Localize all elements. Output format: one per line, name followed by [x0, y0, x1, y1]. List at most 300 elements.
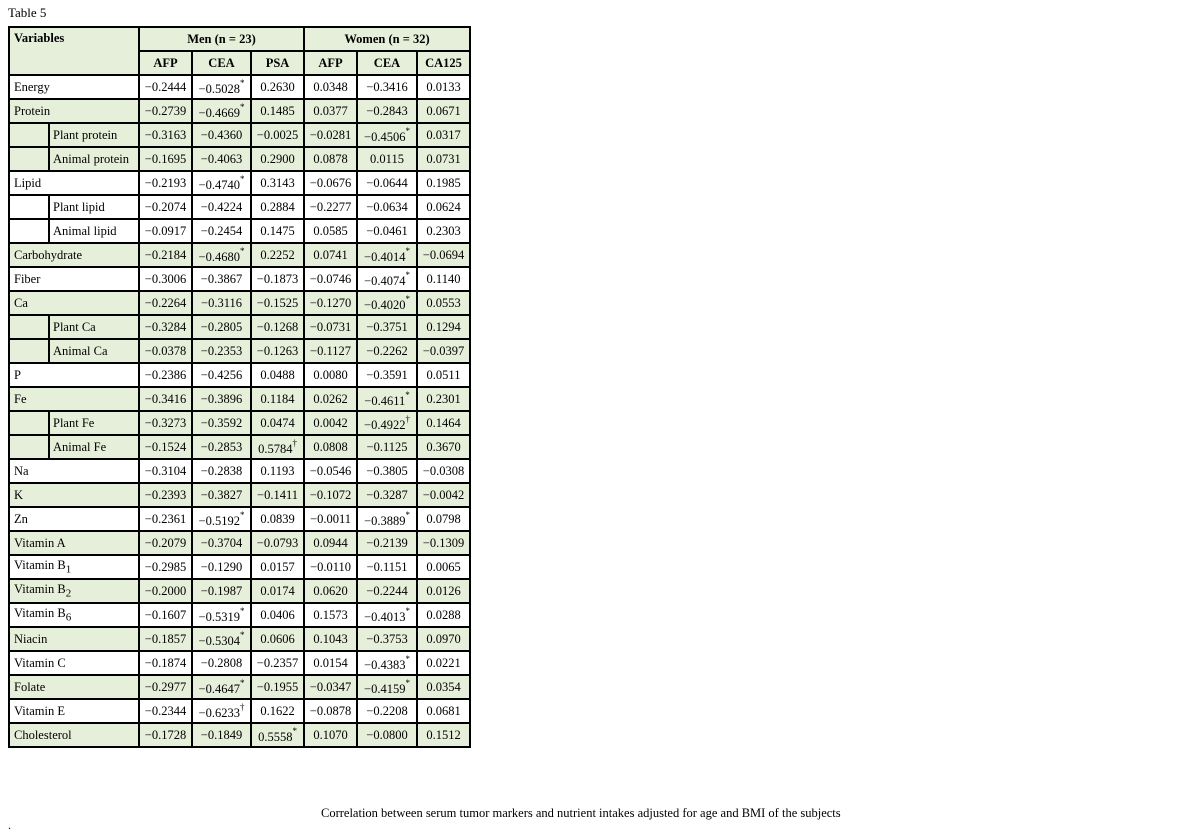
- value-cell: [417, 627, 470, 651]
- value-text: 0.3670: [426, 439, 461, 454]
- value-text: −0.1857: [144, 631, 187, 646]
- label-subscript: 6: [65, 611, 72, 624]
- value-cell: [417, 75, 470, 99]
- significance-mark: *: [239, 629, 245, 640]
- value-cell: [357, 99, 417, 123]
- value-text: −0.2262: [366, 343, 408, 358]
- value-cell: [304, 243, 357, 267]
- table-row: [9, 459, 470, 483]
- value-text: 0.0878: [313, 151, 348, 166]
- value-text: −0.3273: [144, 415, 187, 430]
- table-row: [9, 387, 470, 411]
- significance-mark: *: [405, 389, 410, 400]
- value-text: 0.1184: [260, 391, 295, 406]
- table-row: [9, 147, 470, 171]
- value-cell: [417, 699, 470, 723]
- value-text: −0.4159: [364, 681, 406, 696]
- value-text: 0.0511: [426, 367, 461, 382]
- row-label: [9, 267, 139, 291]
- value-text: −0.2454: [200, 223, 243, 238]
- value-cell: [304, 651, 357, 675]
- row-label: [9, 555, 139, 579]
- value-cell: [139, 363, 192, 387]
- value-text: −0.3751: [366, 319, 408, 334]
- value-cell: [357, 675, 417, 699]
- value-text: 0.2630: [260, 79, 295, 94]
- value-text: −0.0644: [366, 175, 408, 190]
- value-cell: [417, 267, 470, 291]
- column-header: AFP: [304, 51, 357, 75]
- indent-cell: [9, 195, 49, 219]
- value-cell: [251, 243, 304, 267]
- row-label-text: Vitamin E: [14, 703, 65, 718]
- table-row: [9, 555, 470, 579]
- value-text: −0.0878: [309, 703, 352, 718]
- value-cell: [304, 291, 357, 315]
- row-label: [9, 627, 139, 651]
- value-cell: [192, 243, 251, 267]
- value-cell: [139, 651, 192, 675]
- value-cell: [357, 387, 417, 411]
- value-text: 0.0317: [426, 127, 461, 142]
- value-text: −0.2079: [144, 535, 187, 550]
- table-row: [9, 243, 470, 267]
- value-cell: [139, 411, 192, 435]
- significance-mark: *: [405, 605, 410, 616]
- value-cell: [417, 387, 470, 411]
- table-row: [9, 603, 470, 627]
- value-cell: [251, 195, 304, 219]
- value-cell: [139, 75, 192, 99]
- row-label: [9, 675, 139, 699]
- row-label: [9, 579, 139, 603]
- value-cell: [139, 507, 192, 531]
- value-text: −0.4256: [200, 367, 243, 382]
- value-cell: [251, 339, 304, 363]
- value-cell: [192, 171, 251, 195]
- value-cell: [417, 651, 470, 675]
- value-cell: [251, 723, 304, 747]
- significance-mark: †: [405, 413, 410, 424]
- value-cell: [304, 195, 357, 219]
- value-cell: [417, 435, 470, 459]
- value-text: 0.1070: [313, 727, 348, 742]
- value-text: −0.2444: [144, 79, 187, 94]
- row-label: [9, 459, 139, 483]
- value-text: −0.3704: [200, 535, 243, 550]
- row-label: [9, 699, 139, 723]
- row-label: [9, 99, 139, 123]
- value-cell: [357, 171, 417, 195]
- table-caption: Correlation between serum tumor markers and nutrient intakes adjusted for age and BMI of the subjects: [321, 806, 841, 820]
- value-text: 0.0606: [260, 631, 295, 646]
- correlation-table: [8, 26, 471, 748]
- value-cell: [251, 75, 304, 99]
- value-text: −0.0800: [366, 727, 408, 742]
- value-cell: [417, 147, 470, 171]
- value-cell: [139, 627, 192, 651]
- value-text: 0.0624: [426, 199, 461, 214]
- significance-mark: *: [405, 269, 410, 280]
- value-cell: [357, 459, 417, 483]
- value-text: −0.0793: [256, 535, 299, 550]
- value-text: 0.0065: [426, 559, 461, 574]
- value-text: −0.5304: [198, 633, 240, 648]
- row-label: [9, 387, 139, 411]
- value-text: −0.1125: [366, 439, 408, 454]
- table-row: [9, 675, 470, 699]
- value-cell: [357, 243, 417, 267]
- row-label: [9, 483, 139, 507]
- value-text: −0.1873: [256, 271, 299, 286]
- value-cell: [192, 387, 251, 411]
- value-cell: [357, 195, 417, 219]
- value-text: −0.0011: [310, 511, 351, 526]
- significance-mark: *: [239, 173, 245, 184]
- value-cell: [357, 507, 417, 531]
- value-cell: [357, 75, 417, 99]
- value-cell: [192, 123, 251, 147]
- value-cell: [139, 339, 192, 363]
- value-text: 0.1043: [313, 631, 348, 646]
- value-cell: [192, 603, 251, 627]
- indent-cell: [9, 147, 49, 171]
- value-text: −0.0042: [422, 487, 465, 502]
- row-label: [49, 435, 139, 459]
- value-cell: [139, 459, 192, 483]
- value-text: −0.0694: [422, 247, 465, 262]
- value-text: 0.0839: [260, 511, 295, 526]
- value-cell: [192, 75, 251, 99]
- value-cell: [192, 339, 251, 363]
- value-text: −0.1151: [366, 559, 408, 574]
- value-text: 0.0354: [426, 679, 461, 694]
- value-cell: [192, 651, 251, 675]
- table-body: [9, 75, 470, 747]
- label-subscript: 2: [65, 587, 72, 600]
- value-text: −0.3805: [366, 463, 408, 478]
- significance-mark: *: [292, 725, 297, 736]
- value-text: −0.2208: [366, 703, 408, 718]
- value-text: 0.0585: [313, 223, 348, 238]
- value-text: −0.1987: [200, 583, 243, 598]
- table-row: [9, 171, 470, 195]
- value-text: −0.3753: [366, 631, 408, 646]
- value-cell: [251, 387, 304, 411]
- value-cell: [357, 267, 417, 291]
- value-cell: [417, 123, 470, 147]
- value-cell: [251, 459, 304, 483]
- value-cell: [192, 459, 251, 483]
- value-text: −0.0917: [144, 223, 187, 238]
- value-cell: [139, 723, 192, 747]
- value-text: −0.3591: [366, 367, 408, 382]
- women-group-header: Women (n = 32): [304, 27, 470, 51]
- value-text: −0.3592: [200, 415, 243, 430]
- value-cell: [357, 483, 417, 507]
- value-cell: [304, 363, 357, 387]
- value-cell: [251, 579, 304, 603]
- value-cell: [139, 123, 192, 147]
- value-text: −0.1072: [309, 487, 352, 502]
- value-text: −0.0281: [309, 127, 352, 142]
- value-text: 0.0262: [313, 391, 348, 406]
- value-text: −0.3287: [366, 487, 408, 502]
- indent-cell: [9, 339, 49, 363]
- row-label-text: Zn: [14, 511, 28, 526]
- value-text: 0.0620: [313, 583, 348, 598]
- value-cell: [417, 483, 470, 507]
- row-label-text: Vitamin B: [14, 606, 66, 621]
- value-text: −0.2184: [144, 247, 187, 262]
- value-cell: [192, 555, 251, 579]
- value-cell: [192, 147, 251, 171]
- variables-header: Variables: [9, 27, 139, 75]
- significance-mark: *: [239, 605, 245, 616]
- value-cell: [139, 699, 192, 723]
- value-cell: [417, 363, 470, 387]
- value-cell: [357, 147, 417, 171]
- value-cell: [417, 411, 470, 435]
- significance-mark: †: [292, 437, 297, 448]
- value-text: −0.1874: [144, 655, 187, 670]
- value-cell: [192, 99, 251, 123]
- value-text: 0.0808: [313, 439, 348, 454]
- significance-mark: *: [239, 77, 245, 88]
- table-row: [9, 75, 470, 99]
- table-row: [9, 99, 470, 123]
- value-cell: [357, 627, 417, 651]
- value-text: −0.2739: [144, 103, 187, 118]
- value-text: −0.1270: [309, 295, 352, 310]
- significance-mark: *: [239, 101, 245, 112]
- value-text: −0.2353: [200, 343, 243, 358]
- value-cell: [417, 555, 470, 579]
- value-text: −0.0347: [309, 679, 352, 694]
- value-text: 0.0288: [426, 607, 461, 622]
- value-cell: [192, 411, 251, 435]
- value-text: 0.0671: [426, 103, 461, 118]
- value-text: −0.1263: [256, 343, 299, 358]
- row-label-text: Vitamin B: [14, 582, 66, 597]
- value-cell: [139, 579, 192, 603]
- value-text: 0.0221: [426, 655, 461, 670]
- value-text: 0.1573: [313, 607, 348, 622]
- value-text: 0.1512: [426, 727, 461, 742]
- value-cell: [251, 363, 304, 387]
- value-text: −0.2139: [366, 535, 408, 550]
- value-text: −0.3116: [201, 295, 242, 310]
- value-text: −0.3889: [364, 513, 406, 528]
- value-cell: [304, 723, 357, 747]
- value-cell: [357, 339, 417, 363]
- value-cell: [251, 99, 304, 123]
- value-text: 0.0970: [426, 631, 461, 646]
- value-cell: [417, 99, 470, 123]
- value-text: −0.0731: [309, 319, 352, 334]
- value-cell: [357, 411, 417, 435]
- table-row: [9, 363, 470, 387]
- row-label-text: Vitamin B: [14, 558, 66, 573]
- value-cell: [357, 651, 417, 675]
- row-label: [9, 507, 139, 531]
- row-label: [49, 123, 139, 147]
- value-text: −0.1728: [144, 727, 187, 742]
- value-cell: [139, 531, 192, 555]
- row-label-text: Na: [14, 463, 29, 478]
- value-cell: [192, 363, 251, 387]
- row-label: [49, 411, 139, 435]
- value-text: −0.3867: [200, 271, 243, 286]
- value-text: −0.4383: [364, 657, 406, 672]
- value-text: −0.2361: [144, 511, 187, 526]
- value-cell: [139, 435, 192, 459]
- value-cell: [192, 219, 251, 243]
- value-text: −0.1524: [144, 439, 187, 454]
- value-text: −0.4647: [198, 681, 240, 696]
- table-row: [9, 219, 470, 243]
- value-cell: [192, 531, 251, 555]
- value-cell: [417, 315, 470, 339]
- value-text: −0.2977: [144, 679, 187, 694]
- men-group-header: Men (n = 23): [139, 27, 304, 51]
- value-cell: [417, 171, 470, 195]
- value-text: −0.2074: [144, 199, 187, 214]
- row-label-text: Fiber: [14, 271, 41, 286]
- row-label: [49, 195, 139, 219]
- significance-mark: *: [239, 245, 245, 256]
- value-cell: [251, 267, 304, 291]
- value-text: 0.0681: [426, 703, 461, 718]
- row-label-text: Fe: [14, 391, 27, 406]
- value-cell: [357, 603, 417, 627]
- row-label-text: Niacin: [14, 631, 48, 646]
- table-row: [9, 435, 470, 459]
- row-label-text: K: [14, 487, 24, 502]
- value-cell: [357, 123, 417, 147]
- value-text: −0.0461: [366, 223, 408, 238]
- indent-cell: [9, 411, 49, 435]
- value-text: −0.1849: [200, 727, 243, 742]
- column-header: PSA: [251, 51, 304, 75]
- value-cell: [251, 435, 304, 459]
- value-text: −0.3284: [144, 319, 187, 334]
- column-header: CEA: [192, 51, 251, 75]
- value-cell: [304, 459, 357, 483]
- value-text: −0.4014: [364, 249, 406, 264]
- value-text: −0.2808: [200, 655, 243, 670]
- value-cell: [139, 219, 192, 243]
- value-text: −0.0378: [144, 343, 187, 358]
- value-cell: [357, 219, 417, 243]
- value-cell: [417, 723, 470, 747]
- value-cell: [251, 627, 304, 651]
- significance-mark: †: [239, 701, 245, 712]
- value-text: 0.1475: [260, 223, 295, 238]
- value-cell: [304, 483, 357, 507]
- value-text: 0.2884: [260, 199, 295, 214]
- value-text: −0.1127: [310, 343, 351, 358]
- value-cell: [251, 603, 304, 627]
- value-text: −0.2838: [200, 463, 243, 478]
- value-text: 0.1485: [260, 103, 295, 118]
- value-text: −0.3896: [200, 391, 243, 406]
- value-cell: [139, 315, 192, 339]
- value-cell: [139, 243, 192, 267]
- row-label-text: Animal Ca: [53, 343, 108, 358]
- value-text: 0.0553: [426, 295, 461, 310]
- value-text: −0.1955: [256, 679, 299, 694]
- row-label-text: Energy: [14, 79, 50, 94]
- value-cell: [357, 579, 417, 603]
- table-row: [9, 339, 470, 363]
- value-cell: [304, 99, 357, 123]
- value-text: −0.2000: [144, 583, 187, 598]
- value-text: 0.0042: [313, 415, 348, 430]
- value-cell: [251, 171, 304, 195]
- value-text: −0.2805: [200, 319, 243, 334]
- table-row: [9, 507, 470, 531]
- value-cell: [251, 675, 304, 699]
- row-label: [9, 363, 139, 387]
- value-cell: [304, 675, 357, 699]
- row-label-text: Plant lipid: [53, 199, 105, 214]
- value-text: −0.4611: [364, 393, 406, 408]
- value-text: −0.6233: [198, 705, 240, 720]
- value-text: −0.0397: [422, 343, 465, 358]
- row-label-text: Folate: [14, 679, 46, 694]
- value-text: −0.2344: [144, 703, 187, 718]
- value-text: −0.2386: [144, 367, 187, 382]
- value-cell: [251, 651, 304, 675]
- value-cell: [304, 531, 357, 555]
- value-text: 0.5784: [258, 441, 293, 456]
- value-text: 0.1985: [426, 175, 461, 190]
- value-text: 0.0488: [260, 367, 295, 382]
- table-row: [9, 723, 470, 747]
- value-cell: [304, 507, 357, 531]
- value-cell: [304, 411, 357, 435]
- value-cell: [304, 387, 357, 411]
- value-text: −0.4669: [198, 105, 240, 120]
- value-cell: [304, 219, 357, 243]
- value-text: −0.0110: [310, 559, 351, 574]
- value-text: −0.4020: [364, 297, 406, 312]
- value-text: 0.0115: [370, 151, 404, 166]
- value-cell: [417, 531, 470, 555]
- value-text: −0.1268: [256, 319, 299, 334]
- row-label-text: Carbohydrate: [14, 247, 83, 262]
- value-text: −0.1309: [422, 535, 465, 550]
- value-text: −0.2357: [256, 655, 299, 670]
- value-text: −0.1525: [256, 295, 299, 310]
- value-cell: [251, 483, 304, 507]
- significance-mark: *: [405, 653, 410, 664]
- value-cell: [304, 555, 357, 579]
- value-cell: [251, 411, 304, 435]
- table-row: [9, 411, 470, 435]
- value-cell: [192, 291, 251, 315]
- value-text: −0.2985: [144, 559, 187, 574]
- value-cell: [357, 699, 417, 723]
- table-row: [9, 315, 470, 339]
- label-subscript: 1: [65, 563, 72, 576]
- value-cell: [139, 675, 192, 699]
- value-text: −0.5319: [198, 609, 240, 624]
- value-cell: [139, 291, 192, 315]
- value-text: 0.2900: [260, 151, 295, 166]
- row-label: [9, 75, 139, 99]
